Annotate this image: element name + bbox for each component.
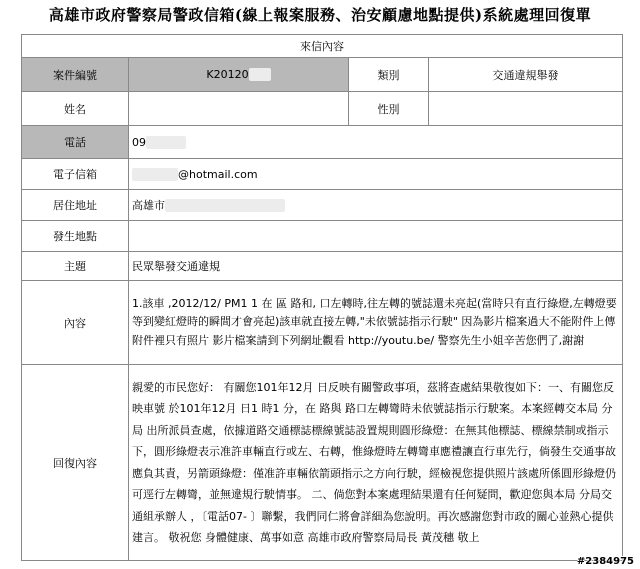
name-label: 姓名 bbox=[22, 92, 129, 126]
address-value: 高雄市 bbox=[129, 190, 623, 221]
category-label: 類別 bbox=[349, 58, 429, 92]
case-number-label: 案件編號 bbox=[22, 58, 129, 92]
case-number-value: K20120 bbox=[129, 58, 349, 92]
reply-label: 回復內容 bbox=[22, 365, 129, 561]
subject-value: 民眾舉發交通違規 bbox=[129, 252, 623, 281]
reply-form-table bbox=[21, 34, 623, 561]
subject-label: 主題 bbox=[22, 252, 129, 281]
email-value: @hotmail.com bbox=[129, 159, 623, 190]
category-value: 交通違規舉發 bbox=[429, 58, 623, 92]
address-label: 居住地址 bbox=[22, 190, 129, 221]
location-value bbox=[129, 221, 623, 252]
content-label: 內容 bbox=[22, 281, 129, 365]
content-value: 1.該車 ,2012/12/ PM1 1 在 區 路和, 口左轉時,往左轉的號誌還未亮起(當時只有直行綠燈,左轉燈要等到變紅燈時的瞬間才會亮起)該車就直接左轉,"未依號誌指示行駛" 因為影片檔案過大不能附件上傳 附件裡只有照片 影片檔案請到下列網址觀看 http://youtu.be/ 警察先生小姐辛苦您們了,謝謝 bbox=[129, 281, 623, 365]
gender-label: 性別 bbox=[349, 92, 429, 126]
reply-value: 親愛的市民您好： 有關您101年12月 日反映有關警政事項，茲將查處結果敬復如下：一、有關您反映車號 於101年12月 日1 時1 分，在 路與 路口左轉彎時未依號誌指示行駛案。本案經轉交本局 分局 出所派員查處，依據道路交通標誌標線號誌設置規則圓形綠燈：在無其他標誌、標線禁制或指示下，圓形綠燈表示准許車輛直行或左、右轉，惟綠燈時左轉彎車應禮讓直行車先行，倘發生交通事故應負其責，另箭頭綠燈：僅准許車輛依箭頭指示之方向行駛，經檢視您提供照片該處所係圓形綠燈仍可逕行左轉彎，並無違規行駛情事。 二、倘您對本案處理結果還有任何疑問，歡迎您與本局 分局交通組承辦人 ，〔電話07- 〕聯繫，我們同仁將會詳細為您說明。再次感謝您對市政的關心並熱心提供建言。 敬祝您 身體健康、萬事如意 高雄市政府警察局局長 黃茂穗 敬上 bbox=[129, 365, 623, 561]
location-label: 發生地點 bbox=[22, 221, 129, 252]
name-value bbox=[129, 92, 349, 126]
phone-label: 電話 bbox=[22, 126, 129, 159]
watermark-id: #2384975 bbox=[576, 556, 634, 567]
section-header: 來信內容 bbox=[22, 35, 623, 58]
page-title: 高雄市政府警察局警政信箱(線上報案服務、治安顧慮地點提供)系統處理回復單 bbox=[48, 6, 592, 24]
gender-value bbox=[429, 92, 623, 126]
email-label: 電子信箱 bbox=[22, 159, 129, 190]
phone-value: 09 bbox=[129, 126, 623, 159]
